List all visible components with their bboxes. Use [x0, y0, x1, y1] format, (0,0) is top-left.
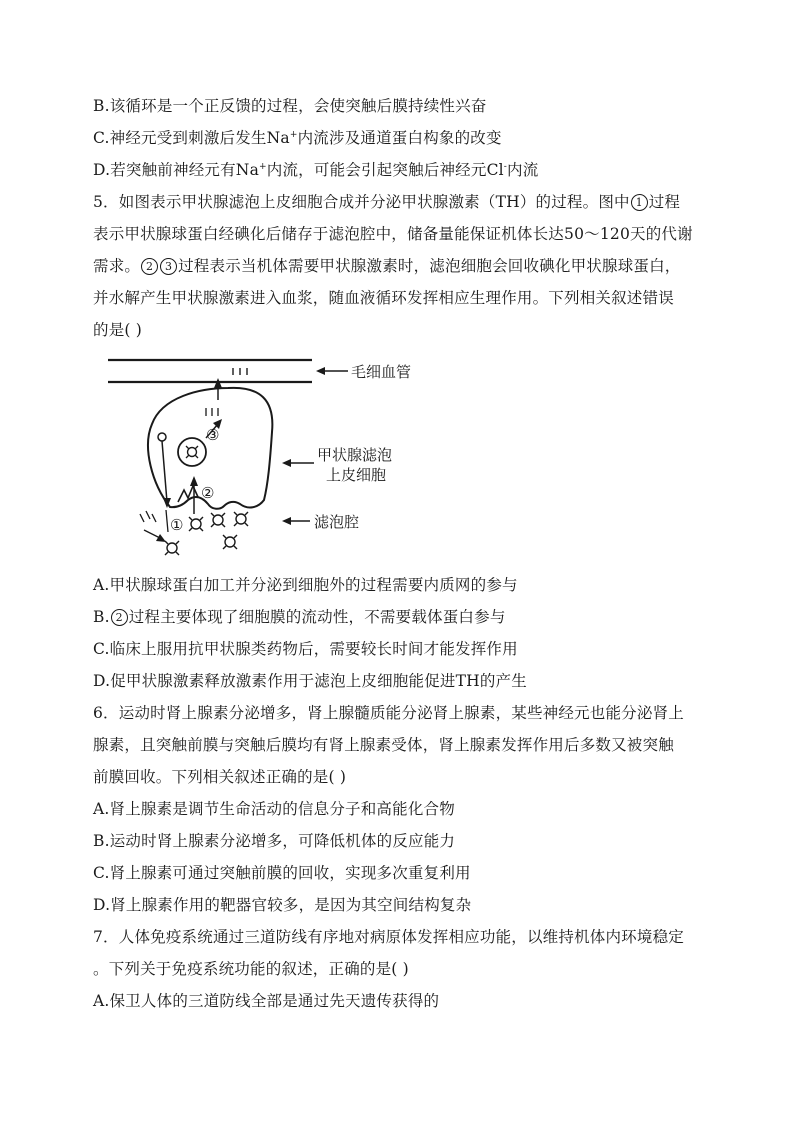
- label-capillary: 毛细血管: [351, 363, 412, 381]
- q5-option-a: A.甲状腺球蛋白加工并分泌到细胞外的过程需要内质网的参与: [93, 576, 518, 594]
- circled-1: 1: [631, 194, 648, 211]
- q6-option-b: B.运动时肾上腺素分泌增多，可降低机体的反应能力: [93, 832, 456, 850]
- thyroid-follicle-diagram: [100, 352, 430, 562]
- q5-stem-line-4: 并水解产生甲状腺激素进入血浆，随血液循环发挥相应生理作用。下列相关叙述错误: [93, 289, 674, 307]
- circled-3: 3: [160, 258, 177, 275]
- marker-1: ①: [170, 516, 184, 534]
- q7-option-a: A.保卫人体的三道防线全部是通过先天遗传获得的: [93, 992, 440, 1010]
- q7-stem-line-2: 。下列关于免疫系统功能的叙述，正确的是( ): [93, 960, 409, 978]
- option-c-prev: C.神经元受到刺激后发生Na+内流涉及通道蛋白构象的改变: [93, 129, 502, 147]
- q5-stem-line-2: 表示甲状腺球蛋白经碘化后储存于滤泡腔中，储备量能保证机体长达50～120天的代谢: [93, 225, 693, 243]
- q5-stem-line-1: 5．如图表示甲状腺滤泡上皮细胞合成并分泌甲状腺激素（TH）的过程。图中 1 过程: [93, 193, 681, 211]
- secretory-vesicle: [158, 433, 166, 441]
- label-cell-line-2: 上皮细胞: [326, 466, 387, 484]
- circled-2: 2: [141, 258, 158, 275]
- q5-stem-line-3: 需求。 2 3 过程表示当机体需要甲状腺激素时，滤泡细胞会回收碘化甲状腺球蛋白，: [93, 257, 681, 275]
- q6-option-c: C.肾上腺素可通过突触前膜的回收，实现多次重复利用: [93, 864, 471, 882]
- marker-2: ②: [201, 484, 215, 502]
- q5-option-b: B. 2 过程主要体现了细胞膜的流动性，不需要载体蛋白参与: [93, 608, 506, 626]
- q6-stem-line-2: 腺素，且突触前膜与突触后膜均有肾上腺素受体，肾上腺素发挥作用后多数又被突触: [93, 736, 674, 754]
- circled-2-option: 2: [111, 609, 128, 626]
- q7-stem-line-1: 7．人体免疫系统通过三道防线有序地对病原体发挥相应功能，以维持机体内环境稳定: [93, 928, 684, 946]
- q6-stem-line-3: 前膜回收。下列相关叙述正确的是( ): [93, 768, 347, 786]
- option-d-prev: D.若突触前神经元有Na+内流，可能会引起突触后神经元Cl-内流: [93, 161, 539, 179]
- q6-stem-line-1: 6．运动时肾上腺素分泌增多，肾上腺髓质能分泌肾上腺素，某些神经元也能分泌肾上: [93, 704, 684, 722]
- label-cell-line-1: 甲状腺滤泡: [317, 446, 393, 464]
- nucleus: [178, 438, 206, 466]
- q5-stem-line-5: 的是( ): [93, 321, 143, 339]
- q6-option-d: D.肾上腺素作用的靶器官较多，是因为其空间结构复杂: [93, 896, 472, 914]
- marker-3: ③: [206, 426, 220, 444]
- label-lumen: 滤泡腔: [314, 513, 360, 531]
- q5-option-d: D.促甲状腺激素释放激素作用于滤泡上皮细胞能促进TH的产生: [93, 672, 527, 690]
- option-b-prev: B.该循环是一个正反馈的过程，会使突触后膜持续性兴奋: [93, 97, 487, 115]
- q6-option-a: A.肾上腺素是调节生命活动的信息分子和高能化合物: [93, 800, 455, 818]
- q5-option-c: C.临床上服用抗甲状腺类药物后，需要较长时间才能发挥作用: [93, 640, 518, 658]
